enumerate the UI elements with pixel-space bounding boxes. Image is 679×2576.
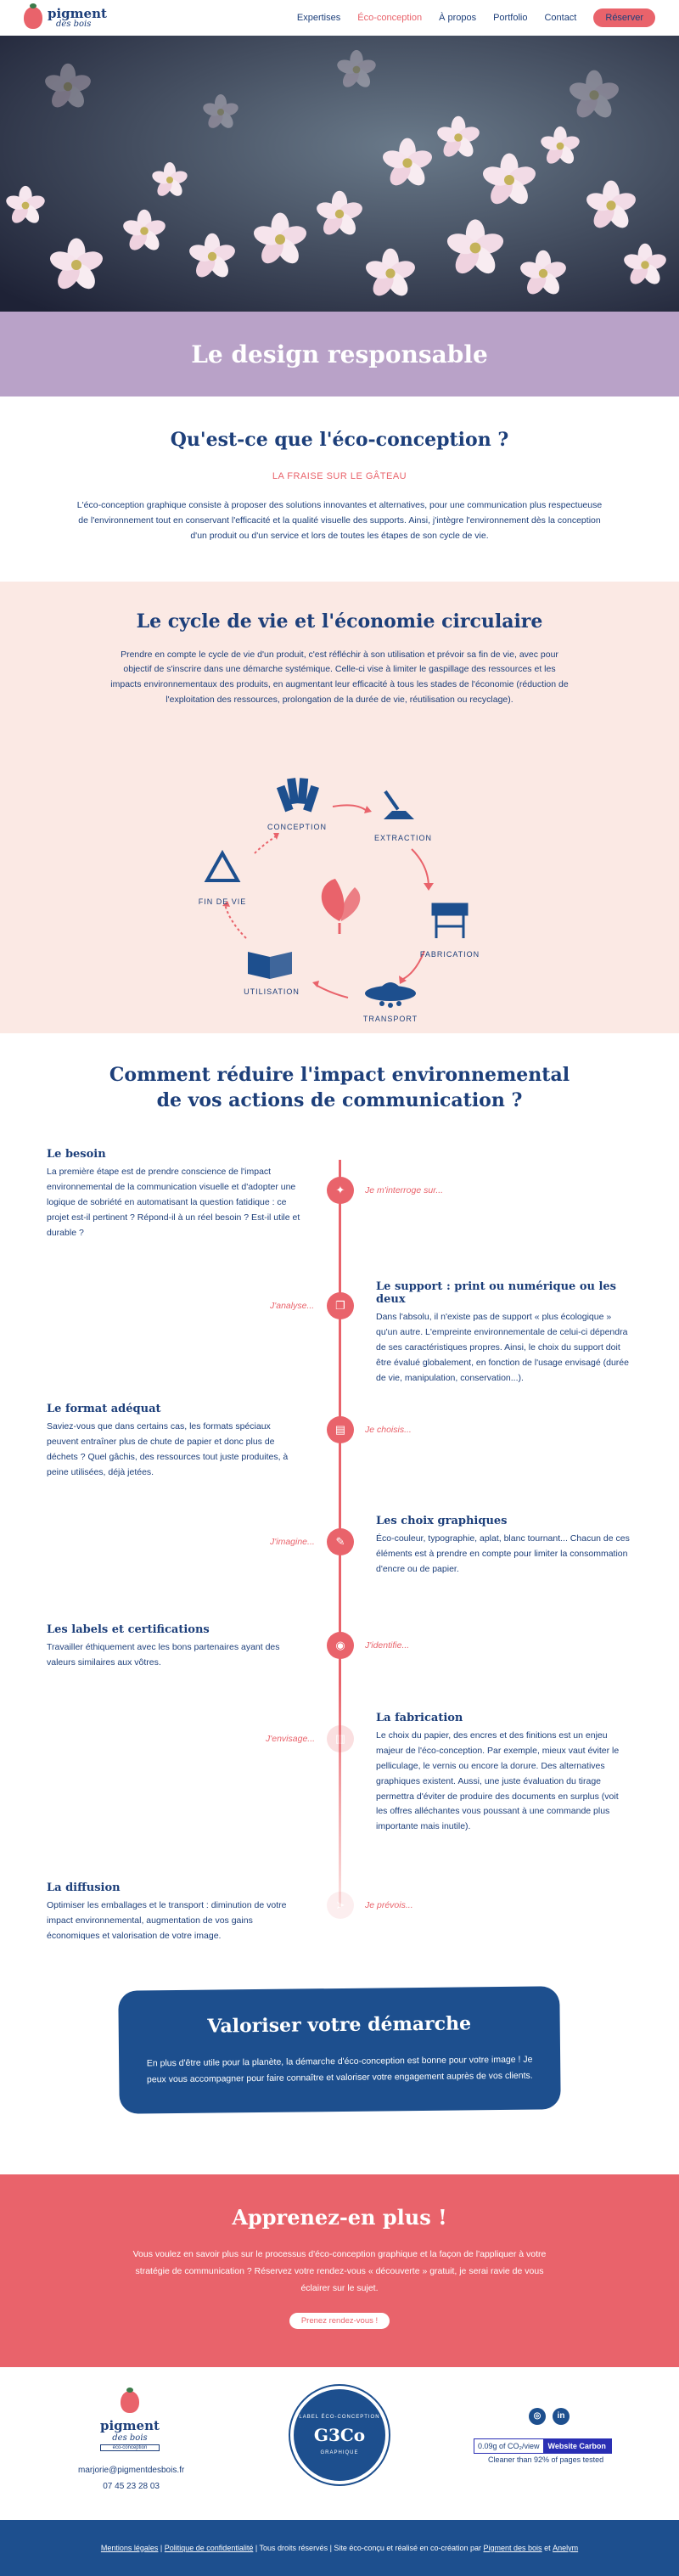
credit-pigment-link[interactable]: Pigment des bois — [483, 2543, 542, 2552]
footer-logo[interactable] — [100, 2391, 160, 2451]
palette-icon: ✎ — [327, 1528, 354, 1555]
nav-a-propos[interactable]: À propos — [439, 13, 477, 23]
badge-top: LABEL ÉCO-CONCEPTION — [299, 2414, 380, 2420]
lightbulb-icon: ✦ — [327, 1177, 354, 1204]
footer-contact — [78, 2462, 184, 2494]
rendez-vous-button[interactable]: Prenez rendez-vous ! — [289, 2313, 390, 2329]
privacy-link[interactable]: Politique de confidentialité — [164, 2543, 254, 2552]
conception-icon — [277, 778, 319, 812]
footer-logo-line2: des bois — [112, 2433, 148, 2443]
item-tag: Je m'interroge sur... — [365, 1185, 444, 1196]
step-conception: CONCEPTION — [267, 822, 328, 831]
mentions-legales-link[interactable]: Mentions légales — [100, 2543, 159, 2552]
item-title: La diffusion — [47, 1881, 121, 1895]
carbon-value: 0.09g of CO₂/view — [474, 2439, 543, 2453]
timeline-item-fabrication — [376, 1712, 631, 1835]
impact-title-line2: de vos actions de communication ? — [156, 1089, 523, 1112]
document-icon: ▤ — [327, 1416, 354, 1443]
flowers-photo — [0, 36, 679, 312]
truck-icon: ➤ — [327, 1892, 354, 1919]
hero-title-band — [0, 312, 679, 397]
arrow-6 — [255, 836, 276, 853]
item-text: Éco-couleur, typographie, aplat, blanc tournant... Chacun de ces éléments est à prendre en compte pour limiter la consommation d'encre ou de papier. — [376, 1533, 630, 1574]
site-logo[interactable] — [24, 7, 107, 29]
leaf-icon — [322, 879, 361, 934]
fabrication-icon — [433, 904, 467, 938]
step-utilisation: UTILISATION — [244, 987, 300, 996]
strawberry-icon — [24, 7, 42, 29]
recycle-icon — [207, 853, 238, 880]
timeline-item-diffusion — [47, 1881, 301, 1944]
logo-line2: des bois — [56, 19, 92, 29]
item-text: Travailler éthiquement avec les bons partenaires ayant des valeurs similaires aux vôtres. — [47, 1642, 280, 1668]
valor-text: En plus d'être utile pour la planète, la démarche d'éco-conception est bonne pour votre image ! Je peux vous accompagner pour faire connaître et valoriser votre engagement auprès de vos clients. — [146, 2054, 533, 2085]
social-links — [529, 2408, 570, 2425]
footer-phone[interactable]: 07 45 23 28 03 — [103, 2481, 160, 2491]
footer-logo-tagline: éco-conception — [100, 2444, 160, 2451]
logo-line1: pigment — [48, 5, 107, 21]
item-tag: Je choisis... — [365, 1425, 412, 1436]
nav-eco-conception[interactable]: Éco-conception — [357, 13, 423, 23]
cycle-diagram — [0, 709, 679, 1032]
badge-bottom: GRAPHIQUE — [320, 2449, 359, 2455]
arrow-4 — [316, 985, 348, 998]
item-tag: Je prévois... — [365, 1900, 413, 1911]
linkedin-icon[interactable]: in — [553, 2408, 570, 2425]
item-tag: J'imagine... — [270, 1537, 315, 1548]
main-nav — [297, 8, 655, 27]
utilisation-icon — [248, 952, 292, 979]
cycle-section — [0, 582, 679, 1033]
carbon-brand: Website Carbon — [543, 2439, 611, 2453]
apprenez-text: Vous voulez en savoir plus sur le processus d'éco-conception graphique et la façon de l'appliquer à votre stratégie de communication ? Réservez votre rendez-vous « découverte » gratuit, je serai ravie de vous éclairer sur le sujet. — [132, 2248, 547, 2293]
cycle-title: Le cycle de vie et l'économie circulaire — [136, 610, 543, 633]
step-fin-de-vie: FIN DE VIE — [198, 897, 247, 906]
arrow-5 — [225, 904, 246, 938]
timeline-item-besoin — [47, 1148, 301, 1240]
instagram-icon[interactable]: ◎ — [529, 2408, 546, 2425]
footer-email[interactable]: marjorie@pigmentdesbois.fr — [78, 2465, 185, 2475]
eco-text: L'éco-conception graphique consiste à proposer des solutions innovantes et alternatives, pour une communication plus respectueuse de l'environnement tout en conservant l'efficacité et la qualité visuelle des supports. Ainsi, j'intègre l'environnement dès la conception d'un produit ou d'un service et lors de toutes les étapes de son cycle de vie. — [76, 500, 603, 541]
item-title: La fabrication — [376, 1712, 463, 1725]
item-text: Dans l'absolu, il n'existe pas de support « plus écologique » qu'un autre. L'empreinte environnementale de celui-ci dépendra de ses caractéristiques propres. Ainsi, le choix du support doit être évalué globalement, en fonction de l'usage envisagé (durée de vie, manipulation, conservation...). — [376, 1312, 629, 1383]
chat-icon: ❐ — [327, 1292, 354, 1319]
item-tag: J'identifie... — [365, 1640, 410, 1651]
nav-portfolio[interactable]: Portfolio — [493, 13, 528, 23]
impact-title — [0, 1062, 679, 1115]
eco-label-badge — [290, 2386, 389, 2484]
cycle-text: Prendre en compte le cycle de vie d'un produit, c'est réfléchir à son utilisation et prévoir sa fin de vie, avec pour objectif de s'inscrire dans une démarche systémique. Celle-ci vise à limiter le gaspillage des ressources et les impacts environnementaux des produits, en augmentant leur efficacité à tous les stades de l'économie (réduction de l'exploitation des ressources, prolongation de la durée de vie, réutilisation ou recyclage). — [110, 649, 569, 706]
impact-title-line1: Comment réduire l'impact environnemental — [109, 1063, 570, 1086]
carbon-note: Cleaner than 92% of pages tested — [488, 2455, 604, 2464]
hero-image — [0, 36, 679, 312]
page-title: Le design responsable — [191, 340, 488, 368]
badge-icon: ◉ — [327, 1632, 354, 1659]
site-header — [0, 0, 679, 36]
item-text: Le choix du papier, des encres et des finitions est un enjeu majeur de l'éco-conception. Par exemple, mieux vaut éviter le pelliculage, le vernis ou encore la dorure. Des alternatives graphiques existent. Aussi, une juste évaluation du tirage permettra d'éviter de produire des documents en surplus (voit les offres alléchantes vous poussant à une commande plus importante mais inutile). — [376, 1730, 620, 1832]
factory-icon: ▥ — [327, 1725, 354, 1752]
item-text: La première étape est de prendre conscience de l'impact environnemental de la communication visuelle et d'adopter une logique de sobriété en automatisant la question fatidique : ce projet est-il pertinent ? Répond-il à un réel besoin ? Est-il utile et durable ? — [47, 1167, 300, 1238]
timeline-item-format — [47, 1403, 301, 1480]
footer-logo-line1: pigment — [100, 2417, 160, 2433]
eco-section — [0, 397, 679, 582]
valor-title: Valoriser votre démarche — [207, 2012, 472, 2038]
item-tag: J'analyse... — [270, 1301, 315, 1312]
transport-icon — [365, 982, 416, 1008]
badge-mid: G3Co — [313, 2424, 366, 2445]
item-tag: J'envisage... — [266, 1734, 316, 1745]
extraction-icon — [384, 790, 414, 818]
eco-kicker: LA FRAISE SUR LE GÂTEAU — [272, 471, 407, 481]
strawberry-icon — [121, 2391, 139, 2413]
reserve-button[interactable]: Réserver — [593, 8, 655, 27]
nav-expertises[interactable]: Expertises — [296, 13, 341, 23]
item-text: Saviez-vous que dans certains cas, les formats spéciaux peuvent entraîner plus de chute de papier et donc plus de déchets ? Quel gâchis, des ressources tout juste produites, à peine utilisées, déjà jetées. — [47, 1421, 289, 1477]
step-fabrication: FABRICATION — [419, 949, 480, 959]
item-title: Le support : print ou numérique ou les deux — [376, 1280, 617, 1307]
arrow-1 — [333, 805, 367, 811]
nav-contact[interactable]: Contact — [544, 13, 577, 23]
valoriser-box — [118, 1986, 560, 2113]
bottom-text: | Tous droits réservés | Site éco-conçu et réalisé en co-création par — [255, 2543, 481, 2552]
eco-title: Qu'est-ce que l'éco-conception ? — [170, 429, 509, 451]
website-carbon-badge[interactable] — [474, 2438, 612, 2454]
item-title: Le format adéquat — [47, 1403, 161, 1416]
item-title: Les choix graphiques — [376, 1515, 508, 1528]
timeline-item-support — [376, 1280, 631, 1386]
impact-section — [0, 1033, 679, 2112]
credit-anelym-link[interactable]: Anelym — [553, 2543, 579, 2552]
site-footer — [0, 2367, 679, 2520]
bottom-bar: Mentions légales | Politique de confidentialité | Tous droits réservés | Site éco-conçu et réalisé en co-création par Pigment des bois et Anelym — [0, 2520, 679, 2576]
arrow-2 — [412, 849, 429, 887]
timeline-item-graphiques — [376, 1515, 631, 1578]
bottom-and: et — [544, 2543, 551, 2552]
item-title: Les labels et certifications — [47, 1623, 210, 1637]
timeline-item-labels — [47, 1623, 301, 1671]
step-extraction: EXTRACTION — [373, 833, 433, 842]
timeline — [0, 1148, 679, 1980]
apprenez-title: Apprenez-en plus ! — [232, 2204, 447, 2230]
item-title: Le besoin — [47, 1148, 106, 1161]
apprenez-section — [0, 2174, 679, 2367]
item-text: Optimiser les emballages et le transport : diminution de votre impact environnemental, augmentation de vos gains économiques et valorisation de votre image. — [47, 1900, 287, 1941]
step-transport: TRANSPORT — [362, 1014, 418, 1023]
